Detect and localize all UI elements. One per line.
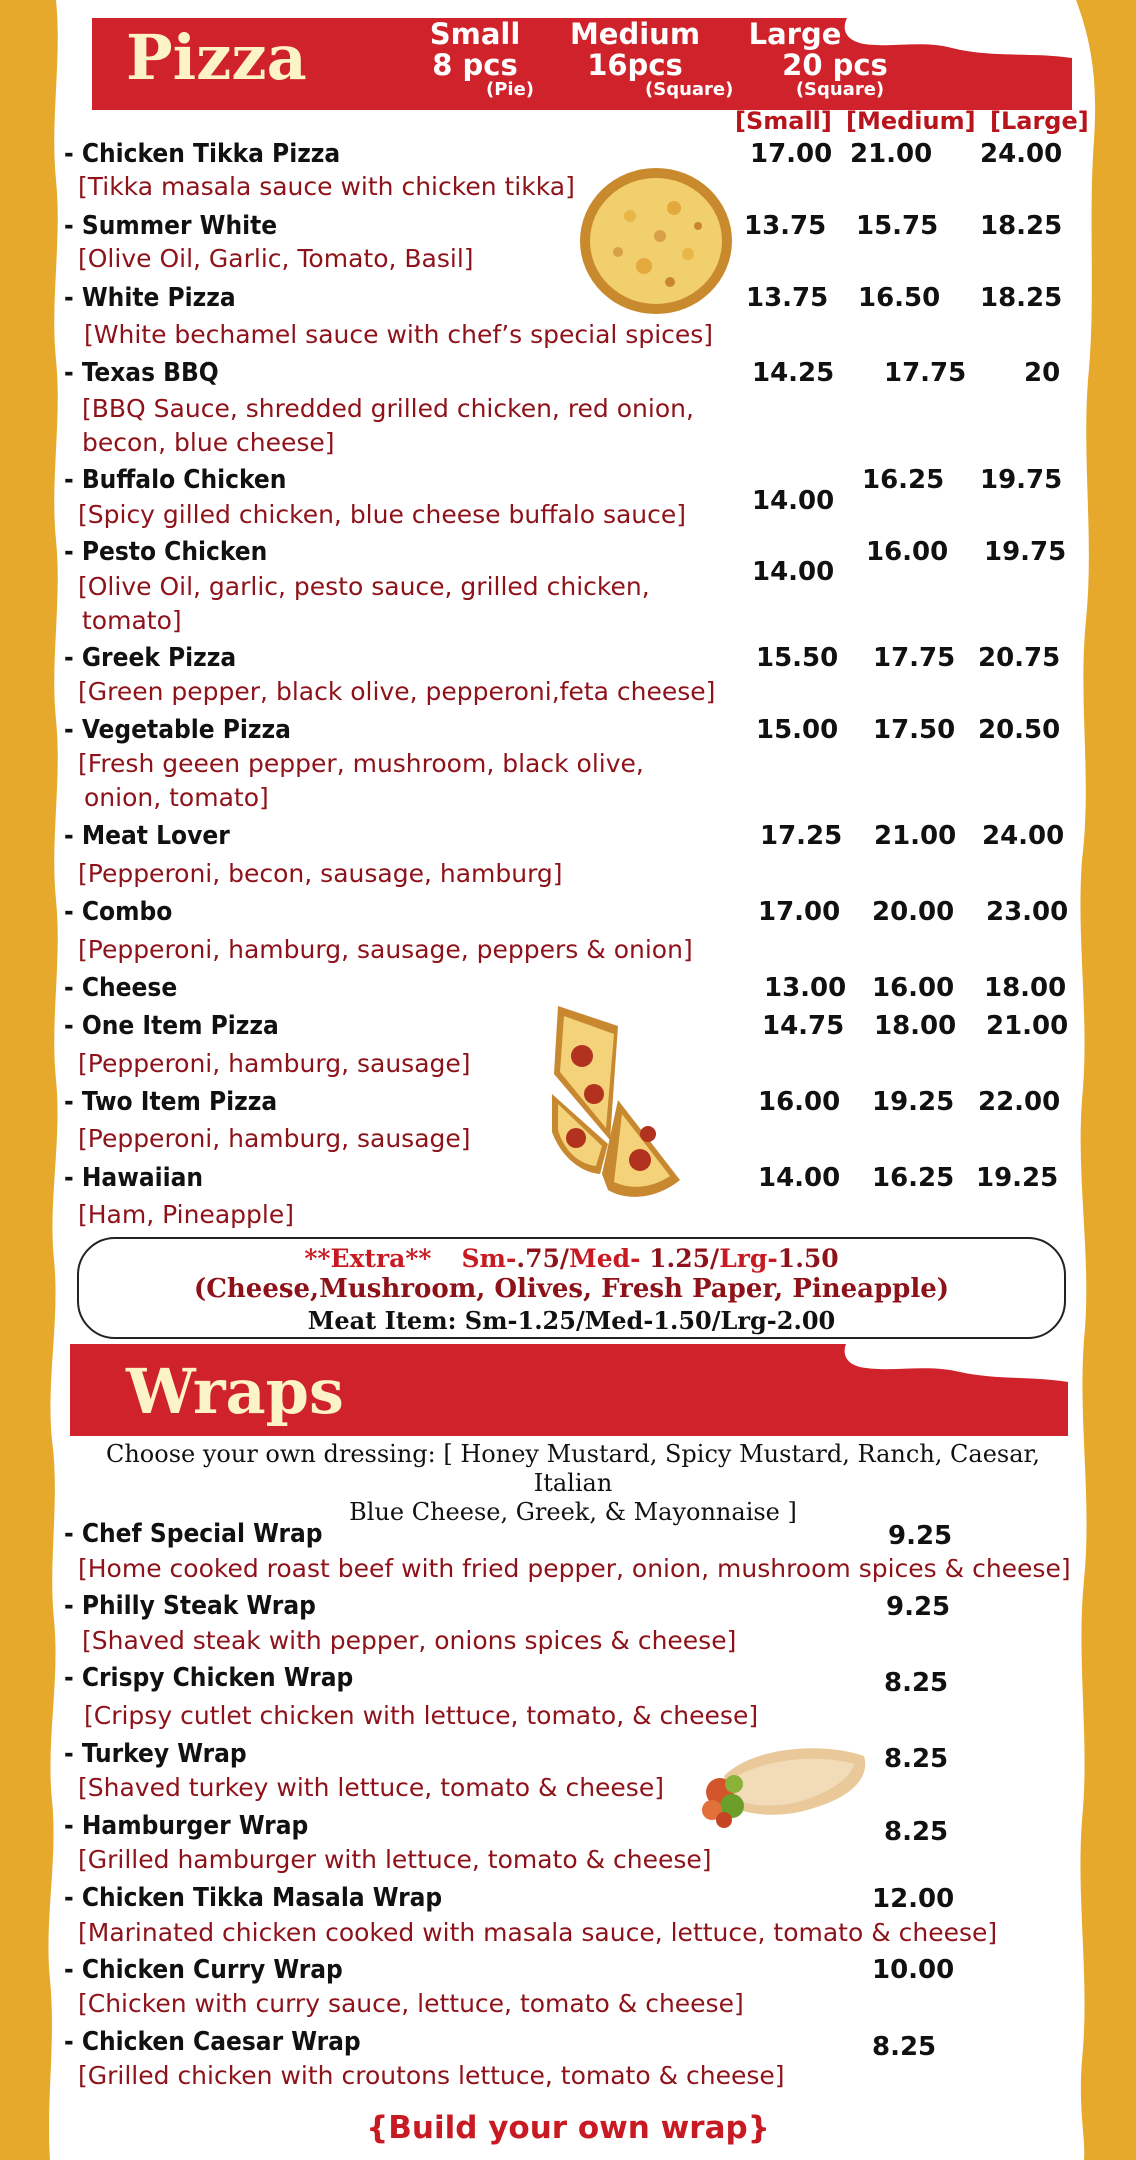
wrap-item-name: - Hamburger Wrap xyxy=(64,1811,309,1841)
pizza-item-name: - Chicken Tikka Pizza xyxy=(64,139,341,169)
wrap-price: 8.25 xyxy=(872,2032,937,2062)
pizza-item-description: [BBQ Sauce, shredded grilled chicken, red onion, xyxy=(82,394,694,423)
size-header-large xyxy=(720,18,900,100)
pizza-pie-icon xyxy=(578,166,734,316)
pizza-item-name: - Greek Pizza xyxy=(64,643,237,673)
extras-label: **Extra** xyxy=(304,1244,432,1273)
wrap-item-description: [Shaved turkey with lettuce, tomato & cheese] xyxy=(78,1773,664,1802)
pizza-item-description: [Pepperoni, hamburg, sausage, peppers & onion] xyxy=(78,935,693,964)
size-label: Large xyxy=(748,17,842,51)
wrap-price: 10.00 xyxy=(872,1955,955,1985)
price-large: 18.25 xyxy=(980,283,1063,313)
wrap-price: 8.25 xyxy=(884,1817,949,1847)
wrap-item-name: - Chef Special Wrap xyxy=(64,1519,323,1549)
pizza-item-name: - Vegetable Pizza xyxy=(64,715,291,745)
size-label: Medium xyxy=(569,17,701,51)
pizza-item-description: [Tikka masala sauce with chicken tikka] xyxy=(78,172,575,201)
wrap-item-name: - Crispy Chicken Wrap xyxy=(64,1663,354,1693)
price-medium: 16.25 xyxy=(862,465,945,495)
wrap-price: 9.25 xyxy=(888,1521,953,1551)
extras-medium-label: Med- xyxy=(569,1244,641,1273)
price-small: 14.00 xyxy=(758,1163,841,1193)
price-large: 24.00 xyxy=(982,821,1065,851)
pizza-item-description: becon, blue cheese] xyxy=(82,428,335,457)
wrap-item-name: - Chicken Caesar Wrap xyxy=(64,2027,361,2057)
dressing-line: Choose your own dressing: [ Honey Mustard, Spicy Mustard, Ranch, Caesar, Italian xyxy=(105,1440,1041,1497)
pizza-slices-icon xyxy=(548,1004,686,1204)
price-large: 18.25 xyxy=(980,211,1063,241)
wrap-item-name: - Chicken Curry Wrap xyxy=(64,1955,343,1985)
price-large: 18.00 xyxy=(984,973,1067,1003)
column-header-large: [Large] xyxy=(990,107,1089,135)
extras-meat: Meat Item: Sm-1.25/Med-1.50/Lrg-2.00 xyxy=(307,1306,836,1335)
pizza-item-name: - Cheese xyxy=(64,973,178,1003)
price-medium: 17.50 xyxy=(873,715,956,745)
price-medium: 16.50 xyxy=(858,283,941,313)
price-large: 20.50 xyxy=(978,715,1061,745)
build-your-own-wrap: {Build your own wrap} xyxy=(366,2110,770,2146)
price-medium: 20.00 xyxy=(872,897,955,927)
pizza-item-description: [Olive Oil, garlic, pesto sauce, grilled chicken, xyxy=(78,572,650,601)
pizza-item-name: - Texas BBQ xyxy=(64,358,219,388)
price-large: 20 xyxy=(1024,358,1061,388)
pizza-item-name: - Two Item Pizza xyxy=(64,1087,278,1117)
extras-small-label: Sm- xyxy=(461,1244,517,1273)
pizza-item-description: [Olive Oil, Garlic, Tomato, Basil] xyxy=(78,244,474,273)
pizza-item-description: [Pepperoni, becon, sausage, hamburg] xyxy=(78,859,563,888)
size-header-medium xyxy=(555,17,734,100)
price-large: 20.75 xyxy=(978,643,1061,673)
pizza-item-name: - Pesto Chicken xyxy=(64,537,268,567)
extras-small-price: .75/ xyxy=(516,1244,570,1273)
pizza-item-description: tomato] xyxy=(82,606,182,635)
price-small: 13.75 xyxy=(746,283,829,313)
pizza-item-description: onion, tomato] xyxy=(84,783,269,812)
size-type: (Pie) xyxy=(485,79,535,100)
price-small: 15.00 xyxy=(756,715,839,745)
column-header-medium: [Medium] xyxy=(846,107,976,135)
price-small: 14.00 xyxy=(752,486,835,516)
wrap-item-description: [Home cooked roast beef with fried pepper, onion, mushroom spices & cheese] xyxy=(78,1554,1071,1583)
wrap-price: 9.25 xyxy=(886,1592,951,1622)
wrap-item-name: - Chicken Tikka Masala Wrap xyxy=(64,1883,443,1913)
wrap-price: 8.25 xyxy=(884,1668,949,1698)
pizza-item-description: [Pepperoni, hamburg, sausage] xyxy=(78,1124,471,1153)
wrap-item-name: - Turkey Wrap xyxy=(64,1739,247,1769)
pizza-item-name: - Hawaiian xyxy=(64,1163,204,1193)
price-small: 15.50 xyxy=(756,643,839,673)
price-small: 17.00 xyxy=(758,897,841,927)
pizza-item-description: [Pepperoni, hamburg, sausage] xyxy=(78,1049,471,1078)
price-medium: 15.75 xyxy=(856,211,939,241)
pizza-item-description: [Spicy gilled chicken, blue cheese buffalo sauce] xyxy=(78,500,687,529)
pizza-item-name: - Combo xyxy=(64,897,173,927)
size-type: (Square) xyxy=(645,79,734,100)
wrap-icon xyxy=(694,1736,870,1836)
size-type: (Square) xyxy=(795,79,885,100)
dressing-line: Blue Cheese, Greek, & Mayonnaise ] xyxy=(349,1498,797,1526)
wrap-item-description: [Grilled hamburger with lettuce, tomato & cheese] xyxy=(78,1845,712,1874)
price-large: 22.00 xyxy=(978,1087,1061,1117)
pizza-item-name: - White Pizza xyxy=(64,283,236,313)
column-header-small: [Small] xyxy=(735,107,832,135)
price-medium: 17.75 xyxy=(884,358,967,388)
size-pcs: 8 pcs xyxy=(432,48,518,82)
price-large: 23.00 xyxy=(986,897,1069,927)
pizza-title: Pizza xyxy=(126,21,307,94)
price-large: 19.25 xyxy=(976,1163,1059,1193)
price-large: 19.75 xyxy=(984,537,1067,567)
price-small: 14.75 xyxy=(762,1011,845,1041)
price-small: 17.00 xyxy=(750,139,833,169)
extras-toppings: (Cheese,Mushroom, Olives, Fresh Paper, Pineapple) xyxy=(193,1274,950,1304)
wrap-item-description: [Shaved steak with pepper, onions spices & cheese] xyxy=(82,1626,737,1655)
wrap-item-description: [Cripsy cutlet chicken with lettuce, tomato, & cheese] xyxy=(84,1701,759,1730)
extras-large-price: 1.50 xyxy=(777,1244,839,1273)
extras-large-label: Lrg- xyxy=(719,1244,778,1273)
extras-box xyxy=(77,1237,1066,1339)
price-large: 19.75 xyxy=(980,465,1063,495)
dressing-note xyxy=(66,1440,1080,1527)
price-medium: 21.00 xyxy=(874,821,957,851)
price-medium: 17.75 xyxy=(873,643,956,673)
price-medium: 18.00 xyxy=(874,1011,957,1041)
price-medium: 21.00 xyxy=(850,139,933,169)
pizza-item-description: [Ham, Pineapple] xyxy=(78,1200,294,1229)
size-header-small xyxy=(405,18,545,100)
price-large: 24.00 xyxy=(980,139,1063,169)
wrap-price: 12.00 xyxy=(872,1884,955,1914)
pizza-item-name: - Meat Lover xyxy=(64,821,230,851)
size-pcs: 20 pcs xyxy=(782,48,888,82)
price-medium: 16.00 xyxy=(872,973,955,1003)
extras-medium-price: 1.25/ xyxy=(640,1244,720,1273)
pizza-item-name: - One Item Pizza xyxy=(64,1011,279,1041)
pizza-item-description: [Green pepper, black olive, pepperoni,feta cheese] xyxy=(78,677,716,706)
price-small: 17.25 xyxy=(760,821,843,851)
pizza-item-description: [Fresh geeen pepper, mushroom, black olive, xyxy=(78,749,644,778)
price-medium: 19.25 xyxy=(872,1087,955,1117)
wraps-title: Wraps xyxy=(126,1355,344,1428)
wrap-item-description: [Marinated chicken cooked with masala sauce, lettuce, tomato & cheese] xyxy=(78,1918,998,1947)
price-large: 21.00 xyxy=(986,1011,1069,1041)
price-small: 13.75 xyxy=(744,211,827,241)
pizza-item-name: - Summer White xyxy=(64,211,278,241)
wrap-item-name: - Philly Steak Wrap xyxy=(64,1591,316,1621)
pizza-item-name: - Buffalo Chicken xyxy=(64,465,287,495)
price-medium: 16.00 xyxy=(866,537,949,567)
price-small: 16.00 xyxy=(758,1087,841,1117)
price-small: 13.00 xyxy=(764,973,847,1003)
size-label: Small xyxy=(429,17,521,51)
wrap-item-description: [Grilled chicken with croutons lettuce, tomato & cheese] xyxy=(78,2061,785,2090)
price-medium: 16.25 xyxy=(872,1163,955,1193)
extras-price-line xyxy=(79,1243,1064,1274)
pizza-item-description: [White bechamel sauce with chef’s special spices] xyxy=(84,320,714,349)
wrap-price: 8.25 xyxy=(884,1744,949,1774)
price-small: 14.00 xyxy=(752,557,835,587)
size-pcs: 16pcs xyxy=(587,48,683,82)
price-small: 14.25 xyxy=(752,358,835,388)
wrap-item-description: [Chicken with curry sauce, lettuce, tomato & cheese] xyxy=(78,1989,744,2018)
